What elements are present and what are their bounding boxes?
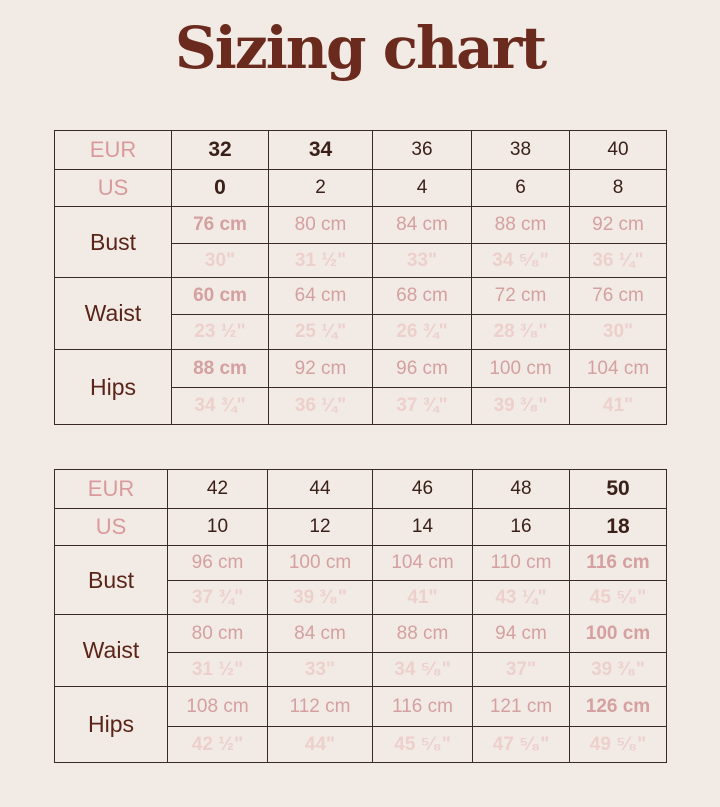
hips-cm-row <box>55 687 667 727</box>
measure-cm: 64 cm <box>269 278 373 315</box>
bust-cm-row <box>55 546 667 581</box>
measure-inch: 34 ⁵⁄₈" <box>472 244 570 278</box>
eur-size: 48 <box>473 470 570 509</box>
measure-inch: 39 ³⁄₈" <box>570 653 667 687</box>
measure-inch: 30" <box>172 244 269 278</box>
measure-inch: 44" <box>268 727 373 763</box>
eur-size: 50 <box>570 470 667 509</box>
measure-inch: 41" <box>570 388 667 425</box>
measure-inch: 36 ¼" <box>269 388 373 425</box>
measure-cm: 84 cm <box>373 207 472 244</box>
measure-inch: 45 ⁵⁄₈" <box>570 581 667 615</box>
measure-cm: 100 cm <box>472 350 570 388</box>
us-size: 16 <box>473 509 570 546</box>
measure-inch: 31 ½" <box>269 244 373 278</box>
waist-cm-row <box>55 615 667 653</box>
eur-size: 46 <box>373 470 473 509</box>
hips-label: Hips <box>55 687 168 763</box>
us-size: 6 <box>472 170 570 207</box>
us-size: 2 <box>269 170 373 207</box>
measure-cm: 104 cm <box>570 350 667 388</box>
eur-size: 32 <box>172 131 269 170</box>
us-size: 10 <box>168 509 268 546</box>
measure-cm: 80 cm <box>269 207 373 244</box>
eur-size: 42 <box>168 470 268 509</box>
measure-inch: 45 ⁵⁄₈" <box>373 727 473 763</box>
measure-cm: 88 cm <box>373 615 473 653</box>
measure-inch: 37 ¾" <box>373 388 472 425</box>
eur-size: 40 <box>570 131 667 170</box>
measure-inch: 34 ¾" <box>172 388 269 425</box>
measure-cm: 96 cm <box>168 546 268 581</box>
measure-cm: 68 cm <box>373 278 472 315</box>
measure-cm: 110 cm <box>473 546 570 581</box>
measure-inch: 25 ¼" <box>269 315 373 350</box>
measure-inch: 47 ⁵⁄₈" <box>473 727 570 763</box>
eur-label: EUR <box>55 131 172 170</box>
measure-inch: 41" <box>373 581 473 615</box>
measure-cm: 92 cm <box>269 350 373 388</box>
measure-cm: 104 cm <box>373 546 473 581</box>
measure-inch: 33" <box>373 244 472 278</box>
us-row <box>55 170 667 207</box>
waist-label: Waist <box>55 278 172 350</box>
measure-cm: 88 cm <box>172 350 269 388</box>
measure-cm: 72 cm <box>472 278 570 315</box>
measure-cm: 116 cm <box>570 546 667 581</box>
measure-cm: 100 cm <box>268 546 373 581</box>
measure-inch: 42 ½" <box>168 727 268 763</box>
measure-inch: 31 ½" <box>168 653 268 687</box>
measure-cm: 108 cm <box>168 687 268 727</box>
hips-cm-row <box>55 350 667 388</box>
page-title: Sizing chart <box>174 14 546 82</box>
hips-label: Hips <box>55 350 172 425</box>
measure-cm: 96 cm <box>373 350 472 388</box>
measure-inch: 26 ¾" <box>373 315 472 350</box>
eur-row <box>55 470 667 509</box>
eur-row <box>55 131 667 170</box>
us-size: 8 <box>570 170 667 207</box>
us-label: US <box>55 170 172 207</box>
measure-cm: 60 cm <box>172 278 269 315</box>
us-size: 4 <box>373 170 472 207</box>
measure-inch: 23 ½" <box>172 315 269 350</box>
bust-label: Bust <box>55 207 172 278</box>
bust-label: Bust <box>55 546 168 615</box>
measure-inch: 37 ¾" <box>168 581 268 615</box>
measure-inch: 33" <box>268 653 373 687</box>
measure-inch: 28 ³⁄₈" <box>472 315 570 350</box>
measure-cm: 76 cm <box>172 207 269 244</box>
measure-cm: 92 cm <box>570 207 667 244</box>
us-size: 14 <box>373 509 473 546</box>
measure-cm: 116 cm <box>373 687 473 727</box>
us-size: 0 <box>172 170 269 207</box>
bust-cm-row <box>55 207 667 244</box>
measure-inch: 39 ³⁄₈" <box>472 388 570 425</box>
eur-size: 44 <box>268 470 373 509</box>
waist-cm-row <box>55 278 667 315</box>
measure-cm: 80 cm <box>168 615 268 653</box>
eur-size: 34 <box>269 131 373 170</box>
us-size: 18 <box>570 509 667 546</box>
size-table-2 <box>54 469 667 763</box>
measure-cm: 84 cm <box>268 615 373 653</box>
us-row <box>55 509 667 546</box>
measure-cm: 88 cm <box>472 207 570 244</box>
eur-size: 36 <box>373 131 472 170</box>
measure-cm: 100 cm <box>570 615 667 653</box>
measure-cm: 121 cm <box>473 687 570 727</box>
measure-cm: 76 cm <box>570 278 667 315</box>
measure-inch: 49 ⁵⁄₈" <box>570 727 667 763</box>
measure-cm: 94 cm <box>473 615 570 653</box>
measure-inch: 36 ¼" <box>570 244 667 278</box>
us-label: US <box>55 509 168 546</box>
measure-inch: 30" <box>570 315 667 350</box>
us-size: 12 <box>268 509 373 546</box>
measure-inch: 34 ⁵⁄₈" <box>373 653 473 687</box>
measure-cm: 112 cm <box>268 687 373 727</box>
measure-inch: 39 ³⁄₈" <box>268 581 373 615</box>
measure-inch: 37" <box>473 653 570 687</box>
eur-size: 38 <box>472 131 570 170</box>
measure-inch: 43 ¼" <box>473 581 570 615</box>
measure-cm: 126 cm <box>570 687 667 727</box>
eur-label: EUR <box>55 470 168 509</box>
size-table-1 <box>54 130 667 425</box>
waist-label: Waist <box>55 615 168 687</box>
